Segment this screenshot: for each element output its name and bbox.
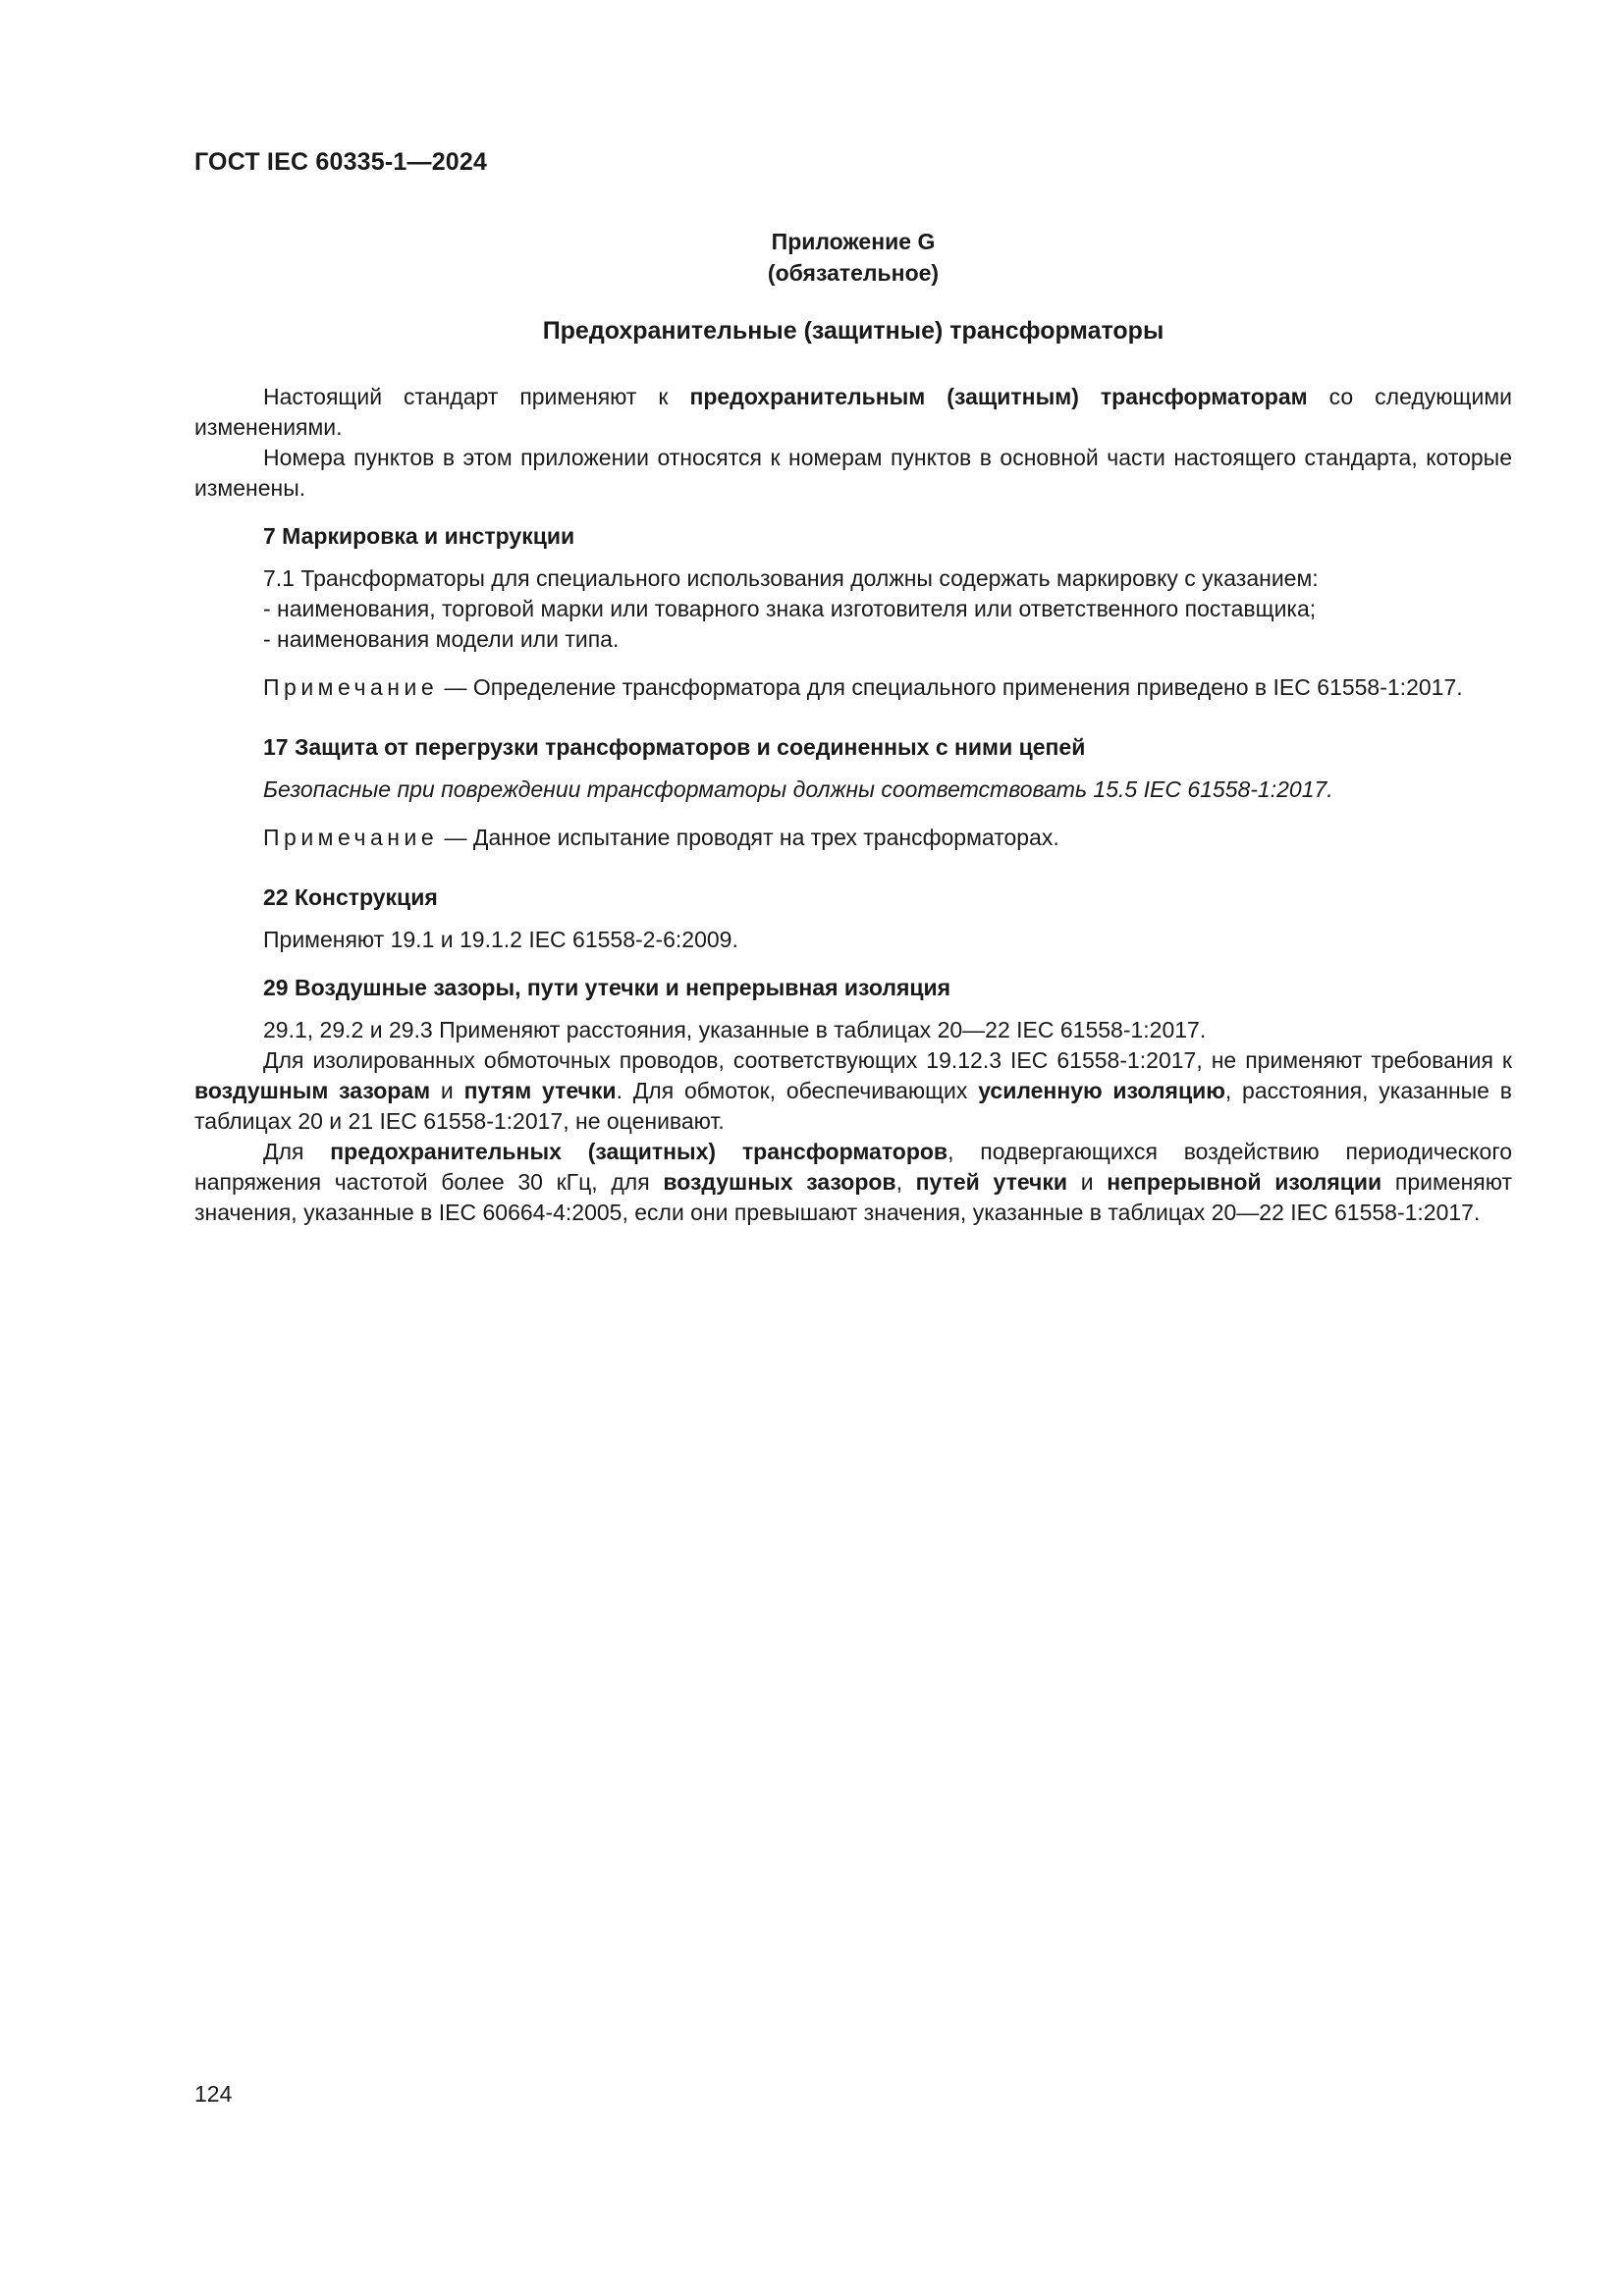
- annex-heading: [194, 226, 1512, 289]
- document-page: [194, 0, 1512, 2296]
- section-29-paragraph-3: [194, 1137, 1512, 1228]
- intro-paragraph-2: Номера пунктов в этом приложении относятся к номерам пунктов в основной части настоящего стандарта, которые изменены.: [194, 445, 1512, 501]
- term-bold: усиленную изоляцию: [978, 1078, 1225, 1103]
- page-number: 124: [194, 2081, 233, 2107]
- term-bold: предохранительным (защитным) трансформаторам: [689, 384, 1308, 409]
- section-29-paragraph-2: [194, 1045, 1512, 1137]
- text-run: и: [430, 1078, 464, 1103]
- term-bold: путей утечки: [915, 1169, 1068, 1195]
- text-run: и: [1067, 1169, 1108, 1195]
- term-bold: воздушным зазорам: [194, 1078, 431, 1103]
- section-22-title: 22 Конструкция: [263, 884, 438, 910]
- text-run: Для изолированных обмоточных проводов, соответствующих 19.12.3 IEC 61558-1:2017, не применяют требования к: [263, 1047, 1512, 1073]
- text-run: ,: [895, 1169, 916, 1195]
- term-bold: воздушных зазоров: [663, 1169, 896, 1195]
- text-run: Для: [263, 1139, 331, 1164]
- text-run: , расстояния, указанные в таблицах 20 и 21 IEC 61558-1:2017, не оценивают.: [194, 1078, 1512, 1134]
- note-text: — Данное испытание проводят на трех трансформаторах.: [438, 825, 1059, 850]
- text-run: применяют значения, указанные в IEC 60664-4:2005, если они превышают значения, указанные в таблицах 20—22 IEC 61558-1:2017.: [194, 1169, 1513, 1225]
- note-label: Примечание: [263, 674, 439, 700]
- term-bold: непрерывной изоляции: [1107, 1169, 1382, 1195]
- section-29-title: 29 Воздушные зазоры, пути утечки и непрерывная изоляция: [263, 975, 951, 1000]
- note-label: Примечание: [263, 825, 439, 850]
- section-7-note: [194, 672, 1512, 703]
- section-7-line-1: 7.1 Трансформаторы для специального использования должны содержать маркировку с указанием:: [263, 565, 1319, 591]
- annex-title: Предохранительные (защитные) трансформаторы: [542, 317, 1164, 345]
- section-7-line-2: - наименования, торговой марки или товарного знака изготовителя или ответственного поставщика;: [263, 596, 1317, 621]
- section-17-title: 17 Защита от перегрузки трансформаторов и соединенных с ними цепей: [263, 734, 1086, 760]
- text-run: . Для обмоток, обеспечивающих: [616, 1078, 979, 1103]
- term-bold: предохранительных (защитных) трансформаторов: [330, 1139, 948, 1164]
- document-code: ГОСТ IEC 60335-1—2024: [194, 148, 488, 176]
- intro-paragraph-1: [194, 382, 1512, 443]
- text-run: со следующими изменениями.: [194, 384, 1512, 440]
- note-text: — Определение трансформатора для специального применения приведено в IEC 61558-1:2017.: [438, 674, 1463, 700]
- section-17-text: Безопасные при повреждении трансформаторы должны соответствовать 15.5 IEC 61558-1:2017.: [263, 776, 1333, 802]
- term-bold: путям утечки: [463, 1078, 617, 1103]
- text-run: Настоящий стандарт применяют к: [263, 384, 690, 409]
- document-body: [194, 382, 1512, 1228]
- annex-label: Приложение G: [771, 229, 936, 254]
- section-29-paragraph-1: 29.1, 29.2 и 29.3 Применяют расстояния, указанные в таблицах 20—22 IEC 61558-1:2017.: [263, 1017, 1207, 1042]
- section-7-line-3: - наименования модели или типа.: [263, 626, 620, 652]
- section-17-note: [194, 823, 1512, 853]
- text-run: , подвергающихся воздействию периодического напряжения частотой более 30 кГц, для: [194, 1139, 1512, 1195]
- section-22-text: Применяют 19.1 и 19.1.2 IEC 61558-2-6:2009.: [263, 927, 738, 952]
- annex-status: (обязательное): [767, 260, 940, 286]
- section-7-title: 7 Маркировка и инструкции: [263, 523, 575, 549]
